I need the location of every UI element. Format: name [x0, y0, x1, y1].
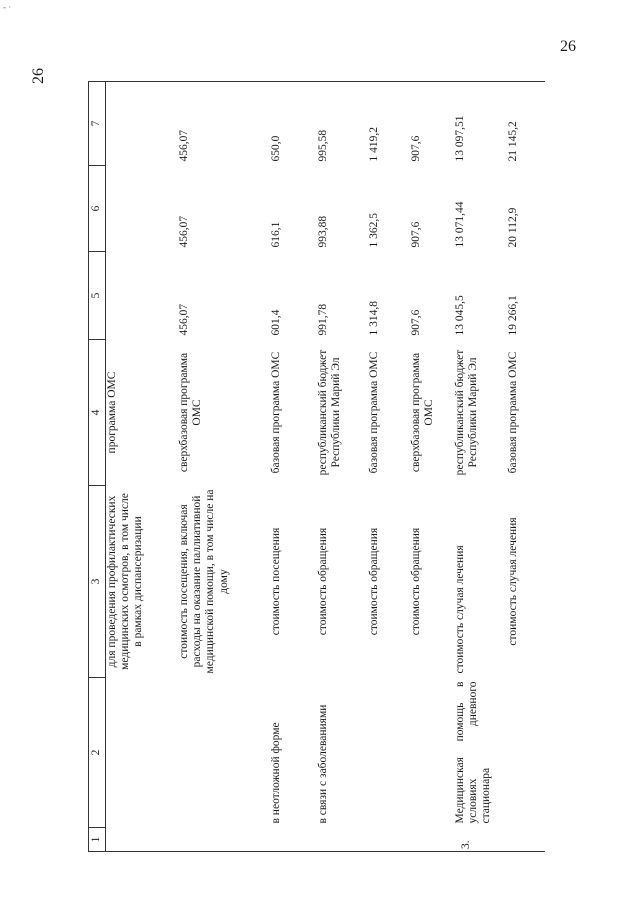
- cell-value-year3: 13 097,51: [454, 82, 507, 166]
- cell-value-year3: 1 419,2: [368, 82, 410, 166]
- cell-source: сверхбазовая программа ОМС: [178, 352, 204, 473]
- cell-unit: для проведения профилактических медицинских осмотров, в том числе в рамках диспансеризации: [106, 493, 145, 670]
- cell-value-year1: 456,07: [178, 303, 190, 336]
- cell-number: [270, 828, 317, 852]
- cell-source: базовая программа ОМС: [270, 351, 282, 474]
- cell-number: [106, 828, 179, 852]
- cell-unit: стоимость обращения: [317, 527, 329, 636]
- cell-number: 3.: [454, 828, 507, 852]
- header-col-6: 6: [89, 166, 106, 252]
- cell-source: программа ОМС: [106, 371, 118, 454]
- cell-number: [317, 828, 368, 852]
- cell-unit: стоимость случая лечения: [454, 545, 466, 674]
- page-number: 26: [560, 38, 576, 55]
- header-col-4: 4: [89, 340, 106, 486]
- table-row: [106, 82, 179, 852]
- cell-value-year2: 13 071,44: [454, 201, 466, 248]
- cell-number: [507, 828, 545, 852]
- cell-value-year1: 907,6: [410, 309, 422, 336]
- page-number-rotated: 26: [30, 68, 47, 84]
- table-row: [368, 82, 410, 852]
- table-row: [270, 82, 317, 852]
- rotated-table-container: [88, 82, 528, 852]
- cell-value-year3: 21 145,2: [507, 82, 545, 166]
- cell-unit: стоимость обращения: [410, 527, 422, 636]
- table-row: [454, 82, 507, 852]
- cell-source: республиканский бюджет Республики Марий Эл: [454, 349, 480, 476]
- cell-source: республиканский бюджет Республики Марий Эл: [317, 349, 343, 476]
- cell-care-type: в неотложной форме: [270, 722, 282, 824]
- cell-care-type: [106, 678, 179, 828]
- cell-care-type: [507, 678, 545, 828]
- cell-source: базовая программа ОМС: [368, 351, 380, 474]
- cell-value-year2: 616,1: [270, 221, 282, 248]
- cell-value-year2: 907,6: [410, 221, 422, 248]
- cell-unit: стоимость случая лечения: [507, 517, 519, 646]
- cell-value-year3: 995,58: [317, 82, 368, 166]
- cell-unit: стоимость обращения: [368, 527, 380, 636]
- cell-source: базовая программа ОМС: [507, 351, 519, 474]
- cell-value-year3: 907,6: [410, 82, 454, 166]
- cell-unit: стоимость посещения: [270, 527, 282, 636]
- header-col-3: 3: [89, 486, 106, 678]
- cell-number: [178, 828, 270, 852]
- cell-care-type: в связи с заболеваниями: [317, 704, 329, 824]
- cell-value-year2: 20 112,9: [507, 207, 519, 248]
- header-col-5: 5: [89, 252, 106, 340]
- cell-value-year2: 993,88: [317, 215, 329, 248]
- cell-value-year1: 1 314,8: [368, 301, 380, 336]
- cell-value-year2: 1 362,5: [368, 213, 380, 248]
- tariff-table: [88, 81, 545, 852]
- cell-source: сверхбазовая программа ОМС: [410, 352, 436, 473]
- cell-value-year3: 456,07: [178, 82, 270, 166]
- cell-value-year1: 601,4: [270, 309, 282, 336]
- cell-care-type: [178, 678, 270, 828]
- cell-care-type: Медицинская помощь в условиях дневного стационара: [454, 681, 493, 824]
- cell-value-year3: [106, 82, 179, 166]
- cell-value-year1: 13 045,5: [454, 295, 466, 336]
- cell-number: [368, 828, 410, 852]
- scan-mark: - ·: [3, 2, 12, 12]
- table-row: [410, 82, 454, 852]
- cell-value-year3: 650,0: [270, 82, 317, 166]
- cell-value-year1: 991,78: [317, 303, 329, 336]
- cell-value-year1: 19 266,1: [507, 295, 519, 336]
- cell-number: [410, 828, 454, 852]
- header-col-2: 2: [89, 678, 106, 828]
- table-row: [317, 82, 368, 852]
- cell-value-year2: [106, 166, 179, 252]
- header-col-7: 7: [89, 82, 106, 166]
- table-row: [178, 82, 270, 852]
- cell-care-type: [368, 678, 410, 828]
- cell-care-type: [410, 678, 454, 828]
- header-col-1: 1: [89, 828, 106, 852]
- header-row: [89, 82, 106, 852]
- table-row: [507, 82, 545, 852]
- cell-unit: стоимость посещения, включая расходы на оказание паллиативной медицинской помощи, в том числе на дому: [178, 489, 230, 674]
- cell-value-year1: [106, 252, 179, 340]
- cell-value-year2: 456,07: [178, 215, 190, 248]
